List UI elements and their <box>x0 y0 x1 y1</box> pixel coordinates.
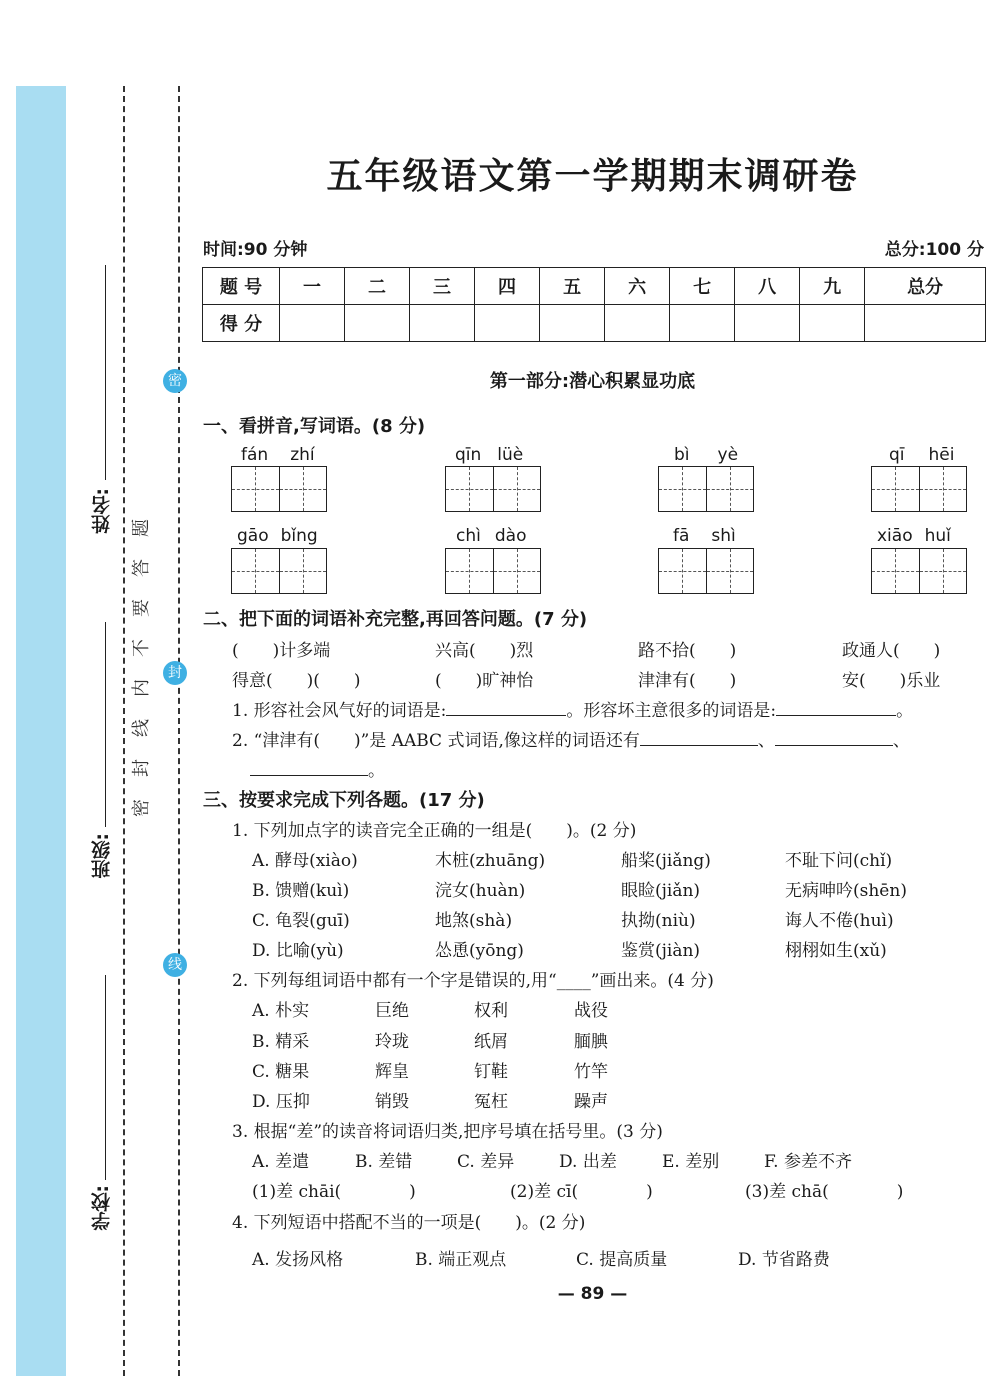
idiom-blank[interactable]: 安( )乐业 <box>842 671 941 691</box>
choice-option[interactable]: B. 端正观点 <box>415 1250 507 1270</box>
writing-box[interactable] <box>871 466 967 512</box>
option-b4: 无病呻吟(shēn) <box>785 881 907 901</box>
score-table-header-cell: 九 <box>800 268 865 305</box>
school-label: 学校: <box>91 1185 113 1231</box>
seal-char: 题 <box>131 519 152 537</box>
score-table <box>202 267 986 342</box>
q3-s2-stem: 2. 下列每组词语中都有一个字是错误的,用“____”画出来。(4 分) <box>232 971 714 991</box>
classify-option: A. 差遣 <box>252 1152 310 1172</box>
q2-sub2-sep: 、 <box>892 731 910 751</box>
seal-char: 答 <box>131 559 152 577</box>
option-b1[interactable]: B. 馈赠(kuì) <box>252 881 350 901</box>
answer-line[interactable] <box>640 731 758 746</box>
q2-title: 二、把下面的词语补充完整,再回答问题。(7 分) <box>203 609 588 630</box>
seal-char: 要 <box>131 599 152 617</box>
binding-dashed-line-right <box>178 86 180 1376</box>
classify-option: E. 差别 <box>662 1152 720 1172</box>
word-item[interactable]: C. 糖果 <box>252 1062 310 1082</box>
exam-title: 五年级语文第一学期期末调研卷 <box>326 156 859 197</box>
writing-box[interactable] <box>231 548 327 594</box>
score-table-header-row <box>203 268 986 305</box>
q2-sub1-end: 。 <box>896 701 914 721</box>
name-field-line[interactable] <box>105 265 106 480</box>
q2-sub2 <box>232 726 910 751</box>
word-item[interactable]: 辉皇 <box>375 1062 409 1082</box>
score-table-score-row <box>203 305 986 342</box>
idiom-blank[interactable]: 政通人( ) <box>842 641 941 661</box>
time-label: 时间:90 分钟 <box>203 240 308 260</box>
score-table-header-cell: 七 <box>670 268 735 305</box>
idiom-blank[interactable]: ( )旷神怡 <box>435 671 534 691</box>
classify-answer-blank[interactable]: (1)差 chāi( ) <box>252 1182 416 1202</box>
score-table-header-cell: 题 号 <box>203 268 280 305</box>
classify-option: F. 参差不齐 <box>764 1152 852 1172</box>
pinyin-label: qīn lüè <box>455 445 524 465</box>
option-a1[interactable]: A. 酵母(xiào) <box>252 851 358 871</box>
option-d1[interactable]: D. 比喻(yù) <box>252 941 344 961</box>
score-table-header-cell: 六 <box>605 268 670 305</box>
option-c3: 执拗(niù) <box>621 911 696 931</box>
classify-option: B. 差错 <box>355 1152 413 1172</box>
seal-dot-xian: 线 <box>163 953 187 977</box>
name-label: 姓名: <box>91 488 113 534</box>
score-table-header-cell: 八 <box>735 268 800 305</box>
school-field-line[interactable] <box>105 975 106 1180</box>
q3-s3-stem: 3. 根据“差”的读音将词语归类,把序号填在括号里。(3 分) <box>232 1122 663 1142</box>
q2-sub1-text-a: 1. 形容社会风气好的词语是: <box>232 701 447 721</box>
pinyin-label: xiāo huǐ <box>877 526 951 546</box>
pinyin-label: chì dào <box>456 526 527 546</box>
class-field-line[interactable] <box>105 622 106 827</box>
option-b3: 眼睑(jiǎn) <box>621 881 701 901</box>
idiom-blank[interactable]: 路不拾( ) <box>638 641 737 661</box>
pinyin-label: fā shì <box>673 526 736 546</box>
word-item[interactable]: A. 朴实 <box>252 1001 310 1021</box>
writing-box[interactable] <box>871 548 967 594</box>
seal-char: 不 <box>131 639 152 657</box>
option-d2: 怂恿(yōng) <box>435 941 524 961</box>
part-one-title: 第一部分:潜心积累显功底 <box>489 371 696 392</box>
score-table-header-cell: 三 <box>410 268 475 305</box>
total-score-label: 总分:100 分 <box>884 240 984 260</box>
q2-sub1-text-b: 。形容坏主意很多的词语是: <box>566 701 777 721</box>
idiom-blank[interactable]: 兴高( )烈 <box>435 641 534 661</box>
pinyin-label: bì yè <box>674 445 739 465</box>
word-item[interactable]: D. 压抑 <box>252 1092 310 1112</box>
q3-s1-stem: 1. 下列加点字的读音完全正确的一组是( )。(2 分) <box>232 821 637 841</box>
class-label: 班级: <box>91 833 113 879</box>
idiom-blank[interactable]: 得意( )( ) <box>232 671 361 691</box>
option-a4: 不耻下问(chǐ) <box>785 851 893 871</box>
answer-line[interactable] <box>250 761 368 776</box>
classify-answer-blank[interactable]: (3)差 chā( ) <box>745 1182 904 1202</box>
option-d3: 鉴赏(jiàn) <box>621 941 701 961</box>
seal-warning <box>131 505 159 825</box>
idiom-blank[interactable]: 津津有( ) <box>638 671 737 691</box>
score-table-header-cell: 四 <box>475 268 540 305</box>
seal-char: 封 <box>131 759 152 777</box>
score-cell[interactable] <box>475 305 540 342</box>
word-item[interactable]: 权利 <box>474 1001 508 1021</box>
option-d4: 栩栩如生(xǔ) <box>785 941 887 961</box>
score-cell[interactable] <box>735 305 800 342</box>
choice-option[interactable]: D. 节省路费 <box>738 1250 830 1270</box>
word-item[interactable]: 战役 <box>574 1001 608 1021</box>
score-cell[interactable] <box>605 305 670 342</box>
q2-sub1 <box>232 696 913 721</box>
writing-box[interactable] <box>231 466 327 512</box>
writing-box[interactable] <box>658 548 754 594</box>
option-b2: 浣女(huàn) <box>435 881 526 901</box>
option-c2: 地煞(shà) <box>435 911 513 931</box>
word-item[interactable]: 销毁 <box>375 1092 409 1112</box>
score-cell[interactable] <box>280 305 345 342</box>
q2-sub2-cont <box>250 756 385 781</box>
score-cell[interactable] <box>345 305 410 342</box>
option-c1[interactable]: C. 龟裂(guī) <box>252 911 350 931</box>
answer-line[interactable] <box>775 731 893 746</box>
score-cell[interactable] <box>670 305 735 342</box>
seal-char: 内 <box>131 679 152 697</box>
word-item[interactable]: 玲珑 <box>375 1032 409 1052</box>
word-item[interactable]: 竹竿 <box>574 1062 608 1082</box>
classify-option: C. 差异 <box>457 1152 515 1172</box>
word-item[interactable]: 钉鞋 <box>474 1062 508 1082</box>
word-item[interactable]: 冤枉 <box>474 1092 508 1112</box>
score-table-header-cell: 总分 <box>865 268 986 305</box>
seal-dot-mi: 密 <box>163 369 187 393</box>
word-item[interactable]: 巨绝 <box>375 1001 409 1021</box>
score-table-header-cell: 二 <box>345 268 410 305</box>
seal-char: 线 <box>131 719 152 737</box>
classify-answer-blank[interactable]: (2)差 cī( ) <box>510 1182 653 1202</box>
pinyin-label: qī hēi <box>889 445 955 465</box>
idiom-blank[interactable]: ( )计多端 <box>232 641 331 661</box>
q3-s4-stem: 4. 下列短语中搭配不当的一项是( )。(2 分) <box>232 1213 586 1233</box>
pinyin-label: gāo bǐng <box>237 526 318 546</box>
q2-sub2-sep: 、 <box>757 731 775 751</box>
writing-box[interactable] <box>445 548 541 594</box>
seal-dot-feng: 封 <box>163 661 187 685</box>
q1-title: 一、看拼音,写词语。(8 分) <box>203 416 426 437</box>
classify-option: D. 出差 <box>559 1152 617 1172</box>
option-c4: 诲人不倦(huì) <box>785 911 894 931</box>
word-item[interactable]: 纸屑 <box>474 1032 508 1052</box>
choice-option[interactable]: C. 提高质量 <box>576 1250 668 1270</box>
option-a2: 木桩(zhuāng) <box>435 851 546 871</box>
writing-box[interactable] <box>445 466 541 512</box>
option-a3: 船桨(jiǎng) <box>621 851 711 871</box>
score-row-label: 得 分 <box>203 305 280 342</box>
word-item[interactable]: 腼腆 <box>574 1032 608 1052</box>
pinyin-label: fán zhí <box>241 445 315 465</box>
q3-title: 三、按要求完成下列各题。(17 分) <box>203 790 485 811</box>
q2-sub2-text: 2. “津津有( )”是 AABC 式词语,像这样的词语还有 <box>232 731 640 751</box>
binding-strip <box>16 86 66 1376</box>
seal-char: 密 <box>131 799 152 817</box>
q2-sub2-end: 。 <box>368 761 385 781</box>
binding-dashed-line-left <box>123 86 125 1376</box>
choice-option[interactable]: A. 发扬风格 <box>252 1250 344 1270</box>
score-cell[interactable] <box>800 305 865 342</box>
score-table-header-cell: 一 <box>280 268 345 305</box>
word-item[interactable]: B. 精采 <box>252 1032 310 1052</box>
page-number: — 89 — <box>557 1284 628 1304</box>
score-cell[interactable] <box>865 305 986 342</box>
score-cell[interactable] <box>540 305 605 342</box>
answer-line[interactable] <box>776 701 896 716</box>
word-item[interactable]: 躁声 <box>574 1092 608 1112</box>
score-table-header-cell: 五 <box>540 268 605 305</box>
score-cell[interactable] <box>410 305 475 342</box>
answer-line[interactable] <box>446 701 566 716</box>
writing-box[interactable] <box>658 466 754 512</box>
